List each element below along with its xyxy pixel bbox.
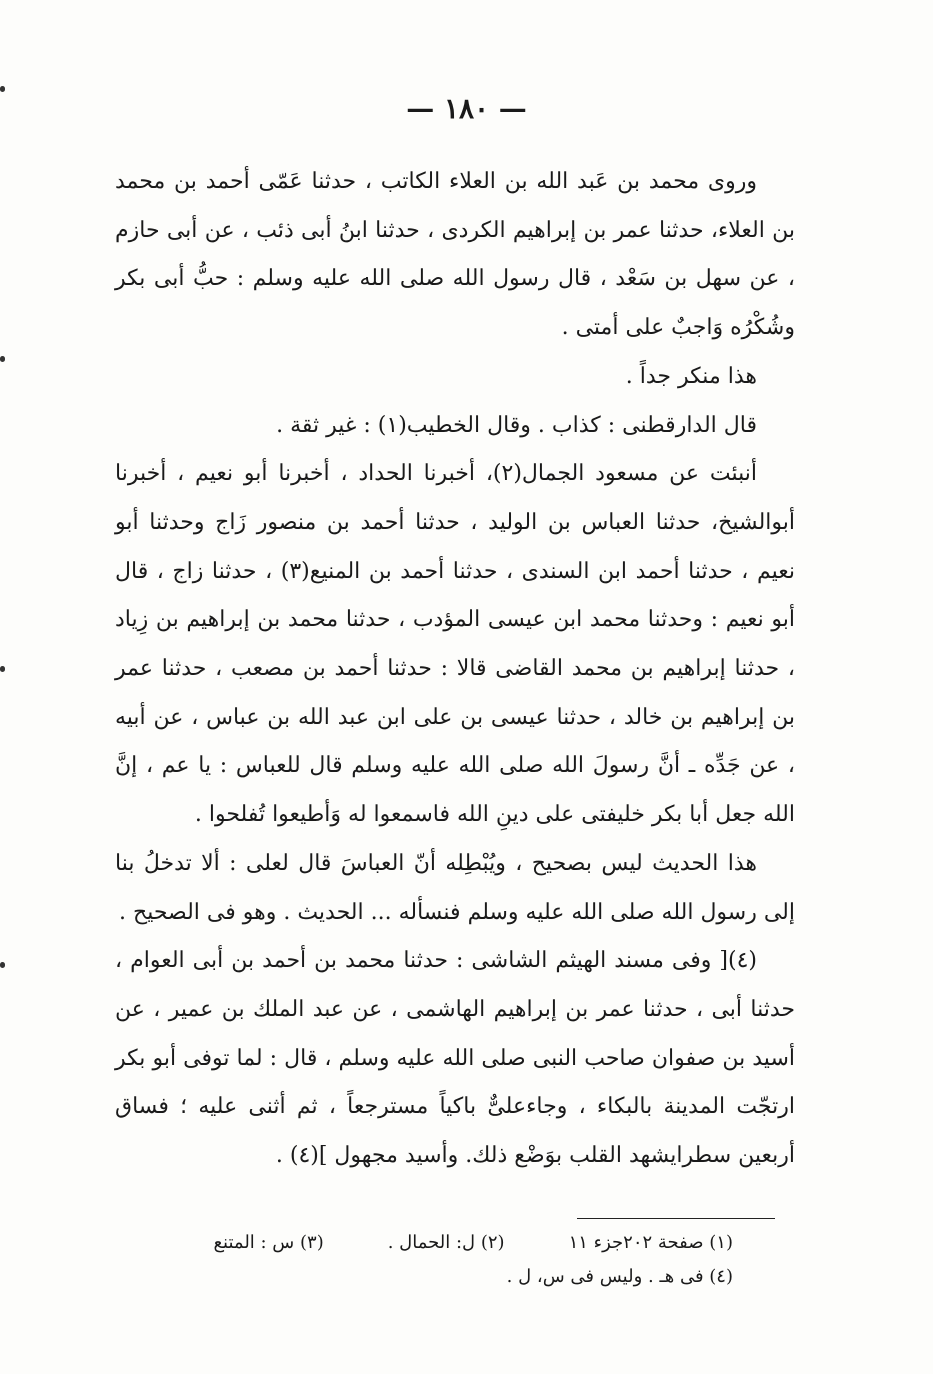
paragraph-4: أنبئت عن مسعود الجمال(٢)، أخبرنا الحداد ، أخبرنا أبو نعيم ، أخبرنا أبوالشيخ، حدثنا العباس بن الوليد ، حدثنا أحمد بن منصور زَاج وحدثنا أبو نعيم ، حدثنا أحمد ابن السندى ، حدثنا أحمد بن المنيع(٣) ، حدثنا زاج ، قال أبو نعيم : وحدثنا محمد ابن عيسى المؤدب ، حدثنا محمد بن إبراهيم بن زِياد ، حدثنا إبراهيم بن محمد القاضى قالا : حدثنا أحمد بن مصعب ، حدثنا عمر بن إبراهيم بن خالد ، حدثنا عيسى بن على ابن عبد الله بن عباس ، عن أبيه ، عن جَدِّه ـ أنَّ رسولَ الله صلى الله عليه وسلم قال للعباس : يا عم ، إنَّ الله جعل أبا بكر خليفتى على دينِ الله فاسمعوا له وَأطيعوا تُفلحوا . xyxy=(115,461,795,828)
footnote-row-2 xyxy=(173,1260,733,1294)
footnote-1: (١) صفحة ٢٠٢جزء ١١ xyxy=(568,1232,733,1253)
scan-mark-dot xyxy=(0,666,5,672)
scan-mark-dot xyxy=(0,86,5,92)
footnote-2: (٢) ل: الحمال . xyxy=(387,1232,505,1253)
footnotes xyxy=(173,1226,733,1294)
paragraph-5: هذا الحديث ليس بصحيح ، ويُبْطِله أنّ العباسَ قال لعلى : ألا تدخلُ بنا إلى رسول الله صلى الله عليه وسلم فنسأله ... الحديث . وهو فى الصحيح . xyxy=(115,850,795,925)
scan-mark-dot xyxy=(0,356,5,362)
paragraph-1: وروى محمد بن عَبد الله بن العلاء الكاتب ، حدثنا عَمّى أحمد بن محمد بن العلاء، حدثنا عمر بن إبراهيم الكردى ، حدثنا ابنُ أبى ذئب ، عن أبى حازم ، عن سهل بن سَعْد ، قال رسول الله صلى الله عليه وسلم : حبُّ أبى بكر وشُكْرُه وَاجبٌ على أمتى . xyxy=(115,169,795,341)
paragraph-6: (٤)[ وفى مسند الهيثم الشاشى : حدثنا محمد بن أحمد بن أبى العوام ، حدثنا أبى ، حدثنا عمر بن إبراهيم الهاشمى ، عن عبد الملك بن عمير ، عن أسيد بن صفوان صاحب النبى صلى الله عليه وسلم ، قال : لما توفى أبو بكر ارتجّت المدينة بالبكاء ، وجاءعلىٌّ باكياً مسترجعاً ، ثم أثنى عليه ؛ فساق أربعين سطرايشهد القلب بوَضْع ذلك. وأسيد مجهول ](٤) . xyxy=(115,948,795,1169)
paragraph-2: هذا منكر جداً . xyxy=(625,363,757,389)
page-number: — ١٨٠ — xyxy=(406,92,527,125)
footnote-4: (٤) فى هـ . وليس فى س، ل . xyxy=(506,1266,733,1287)
main-text xyxy=(115,158,795,1181)
paragraph-3: قال الدارقطنى : كذاب . وقال الخطيب(١) : غير ثقة . xyxy=(276,412,757,438)
footnote-3: (٣) س : المتنع xyxy=(213,1232,324,1253)
footnote-row-1 xyxy=(173,1226,733,1260)
scan-mark-dot xyxy=(0,962,5,968)
footnote-divider xyxy=(577,1218,775,1219)
